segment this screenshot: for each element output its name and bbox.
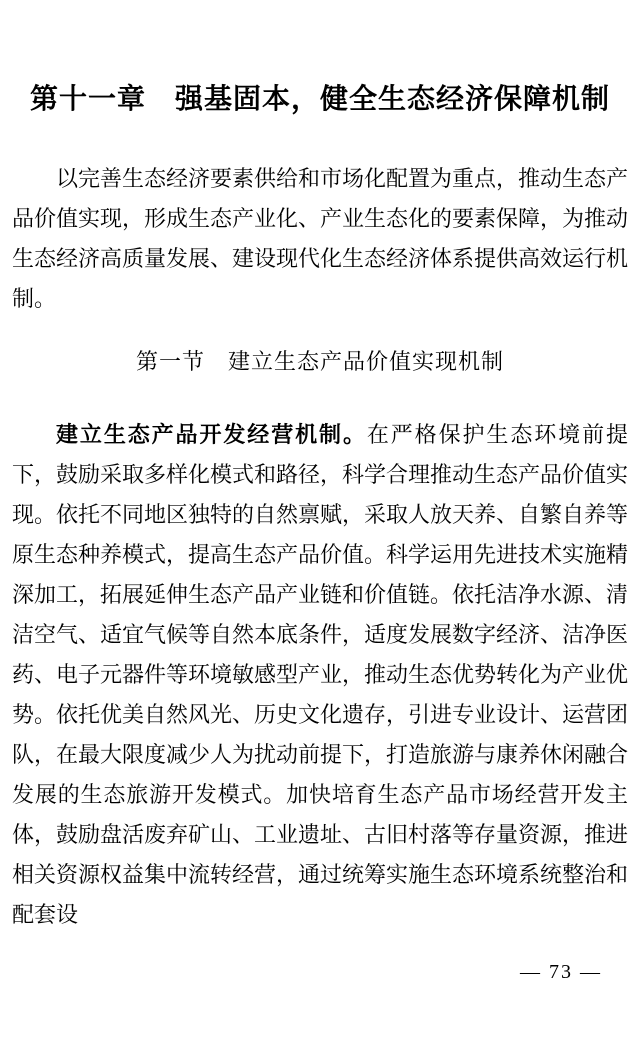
- body-paragraph: [12, 415, 628, 935]
- intro-paragraph: 以完善生态经济要素供给和市场化配置为重点，推动生态产品价值实现，形成生态产业化、产业生态化的要素保障，为推动生态经济高质量发展、建设现代化生态经济体系提供高效运行机制。: [12, 166, 629, 311]
- document-page: [0, 86, 638, 1061]
- chapter-title: 第十一章 强基固本，健全生态经济保障机制: [29, 84, 610, 115]
- body-paragraph-text: 在严格保护生态环境前提下，鼓励采取多样化模式和路径，科学合理推动生态产品价值实现。依托不同地区独特的自然禀赋，采取人放天养、自繁自养等原生态种养模式，提高生态产品价值。科学运用先进技术实施精深加工，拓展延伸生态产品产业链和价值链。依托洁净水源、清洁空气、适宜气候等自然本底条件，适度发展数字经济、洁净医药、电子元器件等环境敏感型产业，推动生态优势转化为产业优势。依托优美自然风光、历史文化遗存，引进专业设计、运营团队，在最大限度减少人为扰动前提下，打造旅游与康养休闲融合发展的生态旅游开发模式。加快培育生态产品市场经营开发主体，鼓励盘活废弃矿山、工业遗址、古旧村落等存量资源，推进相关资源权益集中流转经营，通过统筹实施生态环境系统整治和配套设: [12, 422, 629, 927]
- page-number: — 73 —: [520, 961, 602, 983]
- section-heading: 第一节 建立生态产品价值实现机制: [135, 349, 504, 374]
- body-paragraph-bold-lead: 建立生态产品开发经营机制。: [56, 422, 367, 447]
